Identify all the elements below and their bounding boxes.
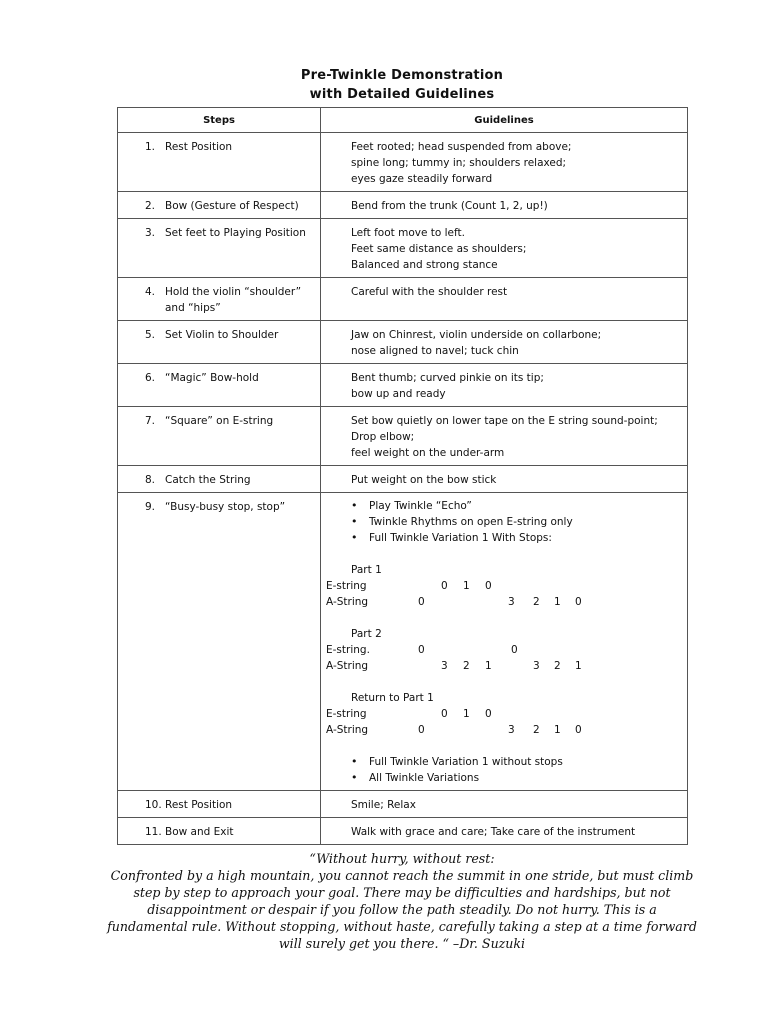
table-row xyxy=(118,219,688,278)
bullet-text: Twinkle Rhythms on open E-string only xyxy=(369,516,573,528)
string-label: A-String xyxy=(326,596,369,608)
step-cell xyxy=(118,818,321,845)
step-line xyxy=(118,133,320,159)
step-cell xyxy=(118,192,321,219)
note-value: 1 xyxy=(463,580,470,592)
note-value: 0 xyxy=(418,644,425,656)
note-value: 3 xyxy=(533,660,540,672)
step-label: Bow and Exit xyxy=(165,826,234,838)
table-row xyxy=(118,192,688,219)
table-row xyxy=(118,364,688,407)
guideline-line: feel weight on the under-arm xyxy=(351,447,505,459)
step-number: 10. xyxy=(145,799,162,811)
step-cell xyxy=(118,278,321,321)
bullet-item xyxy=(351,530,683,546)
step-line xyxy=(118,466,320,492)
step-cell xyxy=(118,321,321,364)
guideline-line: Feet rooted; head suspended from above; xyxy=(351,141,572,153)
step-label: Bow (Gesture of Respect) xyxy=(165,200,299,212)
step-line xyxy=(118,192,320,218)
table-row xyxy=(118,818,688,845)
guideline-line: Smile; Relax xyxy=(351,799,416,811)
table-row xyxy=(118,321,688,364)
step-label: “Square” on E-string xyxy=(165,415,274,427)
note-value: 2 xyxy=(533,724,540,736)
table-row xyxy=(118,133,688,192)
part-label: Part 2 xyxy=(351,628,382,640)
guideline-cell xyxy=(321,364,688,407)
step-cell xyxy=(118,407,321,466)
quote-line: “Without hurry, without rest: xyxy=(309,851,495,866)
step-line xyxy=(118,219,320,245)
bullet-item xyxy=(351,514,683,530)
step-cell xyxy=(118,493,321,791)
guideline-line: Balanced and strong stance xyxy=(351,259,498,271)
guideline-text xyxy=(321,466,687,492)
note-value: 0 xyxy=(511,644,518,656)
bullet-list-top xyxy=(351,498,683,546)
step-line xyxy=(118,407,320,433)
guideline-text xyxy=(321,321,687,363)
guideline-text xyxy=(321,278,687,304)
bullet-text: All Twinkle Variations xyxy=(369,772,480,784)
step-number: 9. xyxy=(145,501,156,513)
suzuki-quote xyxy=(104,850,700,952)
title-line-1: Pre-Twinkle Demonstration xyxy=(300,68,504,83)
quote-line: will surely get you there. “ –Dr. Suzuki xyxy=(278,936,526,951)
guideline-text xyxy=(321,192,687,218)
guideline-cell xyxy=(321,321,688,364)
guideline-text xyxy=(321,818,687,844)
note-value: 2 xyxy=(463,660,470,672)
guideline-cell xyxy=(321,407,688,466)
step-label: Rest Position xyxy=(165,141,233,153)
bullet-item xyxy=(351,498,683,514)
quote-line: fundamental rule. Without stopping, without haste, carefully taking a step at a time forward xyxy=(107,919,697,934)
guideline-line: Bend from the trunk (Count 1, 2, up!) xyxy=(351,200,548,212)
guideline-cell xyxy=(321,466,688,493)
note-value: 0 xyxy=(441,580,448,592)
e-string-row xyxy=(326,642,683,658)
string-label: A-String xyxy=(326,724,369,736)
guideline-line: Put weight on the bow stick xyxy=(351,474,497,486)
table-row xyxy=(118,278,688,321)
guideline-line: bow up and ready xyxy=(351,388,446,400)
table-row xyxy=(118,791,688,818)
step-number: 3. xyxy=(145,227,156,239)
note-value: 2 xyxy=(554,660,561,672)
guideline-line: Jaw on Chinrest, violin underside on collarbone; xyxy=(351,329,602,341)
document-title xyxy=(0,66,768,104)
note-value: 1 xyxy=(485,660,492,672)
step-number: 8. xyxy=(145,474,156,486)
bullet-icon: • xyxy=(351,531,358,544)
guideline-cell xyxy=(321,791,688,818)
step-label: Set Violin to Shoulder xyxy=(165,329,279,341)
bullet-text: Full Twinkle Variation 1 With Stops: xyxy=(369,532,552,544)
guideline-cell xyxy=(321,219,688,278)
note-value: 2 xyxy=(533,596,540,608)
bullet-icon: • xyxy=(351,771,358,784)
step-label: “Magic” Bow-hold xyxy=(165,372,259,384)
step-cell xyxy=(118,219,321,278)
bullet-item xyxy=(351,770,683,786)
guideline-line: Walk with grace and care; Take care of the instrument xyxy=(351,826,636,838)
guideline-text xyxy=(321,791,687,817)
guideline-line: Set bow quietly on lower tape on the E string sound-point; xyxy=(351,415,658,427)
note-value: 0 xyxy=(575,724,582,736)
guideline-cell xyxy=(321,133,688,192)
note-value: 1 xyxy=(554,724,561,736)
guideline-cell xyxy=(321,818,688,845)
step-number: 5. xyxy=(145,329,156,341)
bullet-list-bottom xyxy=(351,754,683,786)
guideline-line: spine long; tummy in; shoulders relaxed; xyxy=(351,157,567,169)
step-number: 11. xyxy=(145,826,162,838)
note-value: 0 xyxy=(418,724,425,736)
step-line xyxy=(118,364,320,390)
header-row xyxy=(118,108,688,133)
part-2-notes xyxy=(326,626,683,674)
title-line-2: with Detailed Guidelines xyxy=(309,87,495,102)
header-steps: Steps xyxy=(118,108,321,133)
table-row xyxy=(118,407,688,466)
guideline-line: Careful with the shoulder rest xyxy=(351,286,508,298)
string-label: E-string xyxy=(326,708,367,720)
note-value: 0 xyxy=(418,596,425,608)
guideline-cell xyxy=(321,192,688,219)
quote-line: disappointment or despair if you follow the path steadily. Do not hurry. This is a xyxy=(147,902,657,917)
step-label: Rest Position xyxy=(165,799,233,811)
step-label: Hold the violin “shoulder” and “hips” xyxy=(165,286,302,314)
return-part-1-notes xyxy=(326,690,683,738)
guideline-text xyxy=(321,364,687,406)
note-value: 1 xyxy=(554,596,561,608)
note-value: 0 xyxy=(441,708,448,720)
guideline-line: Left foot move to left. xyxy=(351,227,465,239)
table-row xyxy=(118,466,688,493)
guideline-line: Bent thumb; curved pinkie on its tip; xyxy=(351,372,544,384)
step-number: 2. xyxy=(145,200,156,212)
e-string-row xyxy=(326,706,683,722)
quote-line: step by step to approach your goal. There may be difficulties and hardships, but not xyxy=(133,885,671,900)
guideline-line: eyes gaze steadily forward xyxy=(351,173,493,185)
guideline-line: Drop elbow; xyxy=(351,431,415,443)
step-cell xyxy=(118,133,321,192)
bullet-item xyxy=(351,754,683,770)
bullet-icon: • xyxy=(351,515,358,528)
note-value: 0 xyxy=(485,580,492,592)
step-line xyxy=(118,818,320,844)
guideline-line: Feet same distance as shoulders; xyxy=(351,243,527,255)
guideline-text xyxy=(321,133,687,191)
a-string-row xyxy=(326,722,683,738)
bullet-text: Play Twinkle “Echo” xyxy=(369,500,472,512)
part-label: Part 1 xyxy=(351,564,382,576)
part-label: Return to Part 1 xyxy=(351,692,434,704)
note-value: 3 xyxy=(441,660,448,672)
note-value: 1 xyxy=(575,660,582,672)
step-cell xyxy=(118,466,321,493)
string-label: E-string xyxy=(326,580,367,592)
step-cell xyxy=(118,364,321,407)
step-number: 1. xyxy=(145,141,156,153)
string-label: A-String xyxy=(326,660,369,672)
note-value: 0 xyxy=(575,596,582,608)
a-string-row xyxy=(326,658,683,674)
step-number: 4. xyxy=(145,286,156,298)
note-value: 3 xyxy=(508,724,515,736)
step-label: Catch the String xyxy=(165,474,251,486)
header-guidelines: Guidelines xyxy=(321,108,688,133)
guideline-cell xyxy=(321,493,688,791)
steps-table xyxy=(117,107,688,845)
quote-line: Confronted by a high mountain, you cannot reach the summit in one stride, but must climb xyxy=(110,868,694,883)
step-number: 7. xyxy=(145,415,156,427)
string-label: E-string. xyxy=(326,644,370,656)
table-row xyxy=(118,493,688,791)
guideline-line: nose aligned to navel; tuck chin xyxy=(351,345,519,357)
step-label: Set feet to Playing Position xyxy=(165,227,306,239)
note-value: 0 xyxy=(485,708,492,720)
e-string-row xyxy=(326,578,683,594)
a-string-row xyxy=(326,594,683,610)
step-label: “Busy-busy stop, stop” xyxy=(165,501,286,513)
guideline-text xyxy=(321,407,687,465)
guideline-cell xyxy=(321,278,688,321)
step-line xyxy=(118,321,320,347)
step-cell xyxy=(118,791,321,818)
note-value: 1 xyxy=(463,708,470,720)
step-line xyxy=(118,791,320,817)
bullet-text: Full Twinkle Variation 1 without stops xyxy=(369,756,563,768)
part-1-notes xyxy=(326,562,683,610)
step-number: 6. xyxy=(145,372,156,384)
step-line xyxy=(118,278,320,320)
guideline-text xyxy=(321,219,687,277)
bullet-icon: • xyxy=(351,755,358,768)
note-value: 3 xyxy=(508,596,515,608)
bullet-icon: • xyxy=(351,499,358,512)
